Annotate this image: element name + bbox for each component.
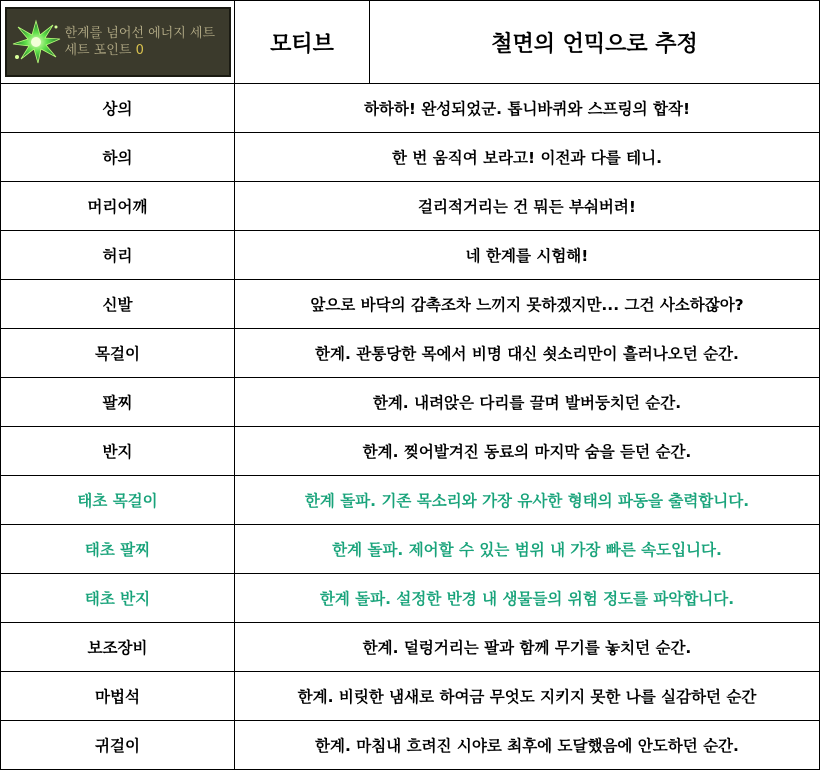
table-row [1,623,820,672]
set-point-label: 세트 포인트 [64,43,132,58]
set-name: 한계를 넘어선 에너지 세트 [64,26,216,41]
slot-name: 마법석 [1,672,235,721]
table-row [1,378,820,427]
table-row [1,721,820,770]
slot-name: 상의 [1,84,235,133]
motif-label: 모티브 [235,1,370,84]
motif-text: 한계 돌파. 설정한 반경 내 생물들의 위험 정도를 파악합니다. [235,574,820,623]
slot-name: 태초 반지 [1,574,235,623]
table-row [1,329,820,378]
table-title: 철면의 언믹으로 추정 [370,1,820,84]
table-row [1,280,820,329]
slot-name: 팔찌 [1,378,235,427]
set-point [65,42,216,59]
table-row [1,231,820,280]
motif-text: 한계. 마침내 흐려진 시야로 최후에 도달했음에 안도하던 순간. [235,721,820,770]
slot-name: 하의 [1,133,235,182]
motif-text: 한 번 움직여 보라고! 이전과 다를 테니. [235,133,820,182]
set-banner-text [65,25,216,59]
green-star-burst-icon [7,14,65,70]
slot-name: 신발 [1,280,235,329]
table-row [1,427,820,476]
motif-text: 한계. 비릿한 냄새로 하여금 무엇도 지키지 못한 나를 실감하던 순간 [235,672,820,721]
table-row [1,182,820,231]
header-row [1,1,820,84]
slot-name: 귀걸이 [1,721,235,770]
motif-text: 한계 돌파. 제어할 수 있는 범위 내 가장 빠른 속도입니다. [235,525,820,574]
set-banner-cell [1,1,235,84]
motif-text: 한계. 덜렁거리는 팔과 함께 무기를 놓치던 순간. [235,623,820,672]
slot-name: 목걸이 [1,329,235,378]
motif-text: 한계. 관통당한 목에서 비명 대신 쇳소리만이 흘러나오던 순간. [235,329,820,378]
slot-name: 태초 팔찌 [1,525,235,574]
table-row [1,525,820,574]
motif-text: 앞으로 바닥의 감촉조차 느끼지 못하겠지만... 그건 사소하잖아? [235,280,820,329]
table-row [1,574,820,623]
motif-text: 한계. 찢어발겨진 동료의 마지막 숨을 듣던 순간. [235,427,820,476]
motif-text: 네 한계를 시험해! [235,231,820,280]
slot-name: 허리 [1,231,235,280]
table-row [1,133,820,182]
table-row [1,672,820,721]
set-banner [5,7,231,77]
table-row [1,84,820,133]
motif-text: 한계 돌파. 기존 목소리와 가장 유사한 형태의 파동을 출력합니다. [235,476,820,525]
slot-name: 태초 목걸이 [1,476,235,525]
motif-text: 한계. 내려앉은 다리를 끌며 발버둥치던 순간. [235,378,820,427]
motif-text: 걸리적거리는 건 뭐든 부숴버려! [235,182,820,231]
table-row [1,476,820,525]
motif-text: 하하하! 완성되었군. 톱니바퀴와 스프링의 합작! [235,84,820,133]
slot-name: 보조장비 [1,623,235,672]
slot-name: 반지 [1,427,235,476]
slot-name: 머리어깨 [1,182,235,231]
set-point-value: 0 [135,43,144,58]
